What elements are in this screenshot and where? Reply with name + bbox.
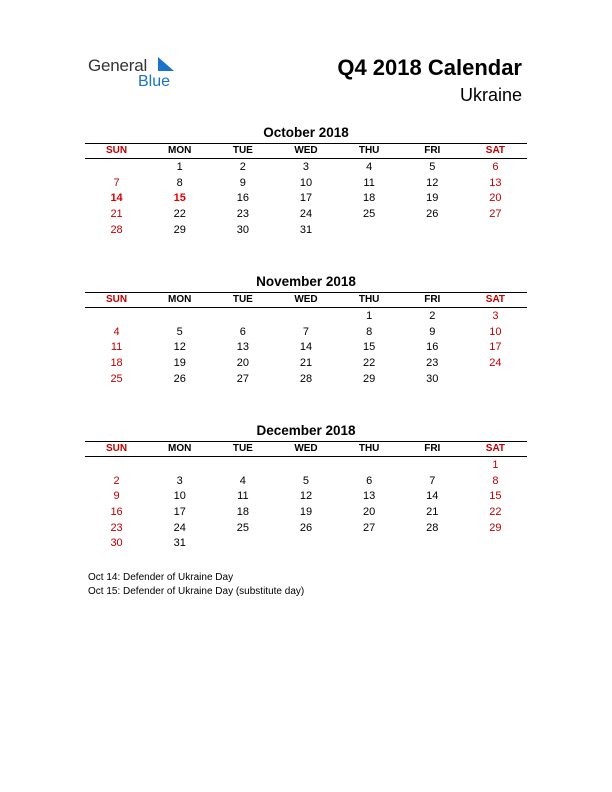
day-cell: 20 xyxy=(236,357,249,370)
day-cell: 10 xyxy=(299,176,313,189)
day-cell: 1 xyxy=(176,161,183,173)
week-row xyxy=(85,309,527,325)
day-cell: 9 xyxy=(239,176,246,189)
day-cell: 5 xyxy=(429,161,436,173)
day-cell: 3 xyxy=(492,310,499,322)
week-row xyxy=(85,356,527,372)
week-row xyxy=(85,223,527,239)
day-cell: 22 xyxy=(489,506,502,519)
day-cell xyxy=(211,309,274,325)
weekday-header: TUE xyxy=(232,145,253,156)
week-row xyxy=(85,521,527,537)
day-cell: 2 xyxy=(113,474,120,487)
day-cell xyxy=(464,223,527,239)
weekday-header: FRI xyxy=(424,443,441,454)
weekday-header-row xyxy=(85,292,527,308)
day-cell: 6 xyxy=(492,161,499,173)
day-cell: 23 xyxy=(426,357,439,370)
logo-general-text: General xyxy=(88,56,148,75)
day-cell: 15 xyxy=(489,490,502,503)
day-cell xyxy=(211,458,274,474)
day-cell: 23 xyxy=(110,521,123,534)
day-cell: 12 xyxy=(173,341,186,354)
day-cell: 25 xyxy=(236,521,249,534)
day-cell: 2 xyxy=(239,161,246,173)
week-rows xyxy=(85,160,527,238)
weekday-header: SUN xyxy=(106,443,128,454)
day-cell: 20 xyxy=(489,192,502,205)
weekday-header: FRI xyxy=(424,145,441,156)
day-cell xyxy=(401,536,464,552)
week-row xyxy=(85,160,527,176)
weekday-header: MON xyxy=(168,145,192,156)
day-cell: 8 xyxy=(366,325,373,338)
day-cell xyxy=(148,458,211,474)
day-cell: 13 xyxy=(489,176,502,189)
week-row xyxy=(85,325,527,341)
month-title: December 2018 xyxy=(256,423,356,438)
day-cell: 6 xyxy=(366,474,373,487)
day-cell: 5 xyxy=(176,325,183,338)
day-cell: 30 xyxy=(110,537,123,550)
week-row xyxy=(85,207,527,223)
day-cell xyxy=(274,536,337,552)
weekday-header: SAT xyxy=(485,294,506,305)
day-cell: 15 xyxy=(173,192,186,205)
day-cell xyxy=(401,458,464,474)
day-cell: 20 xyxy=(363,506,376,519)
day-cell: 30 xyxy=(426,372,439,385)
day-cell: 16 xyxy=(110,506,123,519)
week-row xyxy=(85,505,527,521)
day-cell: 27 xyxy=(236,372,249,385)
day-cell xyxy=(274,309,337,325)
day-cell: 8 xyxy=(492,474,499,487)
day-cell xyxy=(338,458,401,474)
holiday-note: Oct 14: Defender of Ukraine Day xyxy=(88,572,234,583)
day-cell: 28 xyxy=(110,223,123,236)
day-cell: 11 xyxy=(110,341,123,354)
day-cell: 21 xyxy=(426,506,439,519)
day-cell: 16 xyxy=(426,341,439,354)
day-cell: 7 xyxy=(302,325,310,338)
day-cell: 17 xyxy=(489,341,502,354)
day-cell: 3 xyxy=(302,161,310,173)
month-october xyxy=(85,124,527,238)
day-cell: 4 xyxy=(113,325,120,338)
day-cell: 31 xyxy=(299,223,313,236)
day-cell: 17 xyxy=(299,192,313,205)
day-cell: 26 xyxy=(299,521,313,534)
generalblue-logo xyxy=(88,56,198,96)
day-cell: 27 xyxy=(489,208,502,221)
day-cell: 13 xyxy=(236,341,249,354)
day-cell xyxy=(338,536,401,552)
day-cell xyxy=(464,372,527,388)
month-title: October 2018 xyxy=(263,125,349,140)
day-cell: 24 xyxy=(489,357,502,370)
day-cell: 18 xyxy=(363,192,376,205)
weekday-header: SUN xyxy=(106,145,128,156)
day-cell: 12 xyxy=(299,490,313,503)
day-cell: 5 xyxy=(302,474,310,487)
day-cell: 30 xyxy=(236,223,249,236)
weekday-header: THU xyxy=(358,145,380,156)
day-cell: 23 xyxy=(236,208,249,221)
day-cell: 8 xyxy=(176,176,183,189)
day-cell: 18 xyxy=(236,506,249,519)
week-row xyxy=(85,340,527,356)
weekday-header: FRI xyxy=(424,294,441,305)
day-cell: 17 xyxy=(173,506,186,519)
week-row xyxy=(85,176,527,192)
day-cell: 24 xyxy=(299,208,313,221)
month-november xyxy=(85,273,527,387)
holiday-note: Oct 15: Defender of Ukraine Day (substitute day) xyxy=(88,585,305,597)
day-cell: 19 xyxy=(173,357,186,370)
day-cell: 4 xyxy=(366,161,373,173)
weekday-header: SAT xyxy=(485,443,506,454)
day-cell: 7 xyxy=(113,176,120,189)
weekday-header: TUE xyxy=(232,294,253,305)
day-cell: 10 xyxy=(489,325,502,338)
weekday-header: WED xyxy=(294,145,318,156)
day-cell xyxy=(85,160,148,176)
month-december xyxy=(85,422,527,552)
day-cell xyxy=(274,458,337,474)
weekday-header: THU xyxy=(358,443,380,454)
day-cell: 27 xyxy=(363,521,376,534)
day-cell: 11 xyxy=(363,176,375,189)
day-cell: 7 xyxy=(429,474,436,487)
week-row xyxy=(85,372,527,388)
day-cell: 29 xyxy=(489,521,502,534)
day-cell: 28 xyxy=(426,521,439,534)
week-row xyxy=(85,489,527,505)
day-cell xyxy=(85,309,148,325)
day-cell: 26 xyxy=(173,372,186,385)
day-cell: 29 xyxy=(173,223,186,236)
day-cell: 29 xyxy=(363,372,376,385)
weekday-header: WED xyxy=(294,443,318,454)
day-cell: 4 xyxy=(239,474,246,487)
day-cell: 18 xyxy=(110,357,123,370)
weekday-header: SUN xyxy=(106,294,128,305)
day-cell xyxy=(85,458,148,474)
day-cell: 21 xyxy=(299,357,313,370)
month-title: November 2018 xyxy=(256,274,356,289)
weekday-header: WED xyxy=(294,294,318,305)
day-cell xyxy=(148,309,211,325)
weekday-header: MON xyxy=(168,294,192,305)
day-cell: 13 xyxy=(363,490,376,503)
weekday-header: THU xyxy=(358,294,380,305)
day-cell: 1 xyxy=(366,310,373,322)
day-cell: 21 xyxy=(110,208,123,221)
day-cell: 11 xyxy=(237,490,249,503)
day-cell: 10 xyxy=(173,490,186,503)
day-cell: 31 xyxy=(173,537,186,550)
holiday-notes xyxy=(88,571,304,598)
day-cell: 9 xyxy=(429,325,436,338)
day-cell: 16 xyxy=(236,192,249,205)
day-cell: 25 xyxy=(110,372,123,385)
weekday-header-row xyxy=(85,441,527,457)
day-cell: 14 xyxy=(426,490,439,503)
day-cell: 9 xyxy=(113,490,120,503)
day-cell xyxy=(338,223,401,239)
day-cell: 3 xyxy=(176,474,183,487)
country-name: Ukraine xyxy=(459,85,522,105)
day-cell: 22 xyxy=(363,357,376,370)
day-cell xyxy=(401,223,464,239)
day-cell: 1 xyxy=(492,459,499,471)
day-cell: 24 xyxy=(173,521,186,534)
week-row xyxy=(85,191,527,207)
week-rows xyxy=(85,309,527,387)
day-cell: 14 xyxy=(299,341,313,354)
day-cell: 26 xyxy=(426,208,439,221)
week-row xyxy=(85,458,527,474)
day-cell xyxy=(211,536,274,552)
logo-triangle-icon xyxy=(158,57,174,71)
day-cell: 25 xyxy=(363,208,376,221)
page-title: Q4 2018 Calendar xyxy=(337,55,522,80)
logo-blue-text: Blue xyxy=(138,73,171,90)
weekday-header: SAT xyxy=(485,145,506,156)
day-cell: 12 xyxy=(426,176,439,189)
week-row xyxy=(85,536,527,552)
week-row xyxy=(85,474,527,490)
weekday-header-row xyxy=(85,143,527,159)
day-cell: 28 xyxy=(299,372,313,385)
day-cell: 19 xyxy=(299,506,313,519)
weekday-header: MON xyxy=(168,443,192,454)
day-cell: 14 xyxy=(110,192,123,205)
day-cell xyxy=(464,536,527,552)
week-rows xyxy=(85,458,527,552)
day-cell: 19 xyxy=(426,192,439,205)
day-cell: 22 xyxy=(173,208,186,221)
weekday-header: TUE xyxy=(232,443,253,454)
day-cell: 2 xyxy=(429,310,436,322)
day-cell: 6 xyxy=(239,325,246,338)
day-cell: 15 xyxy=(363,341,376,354)
